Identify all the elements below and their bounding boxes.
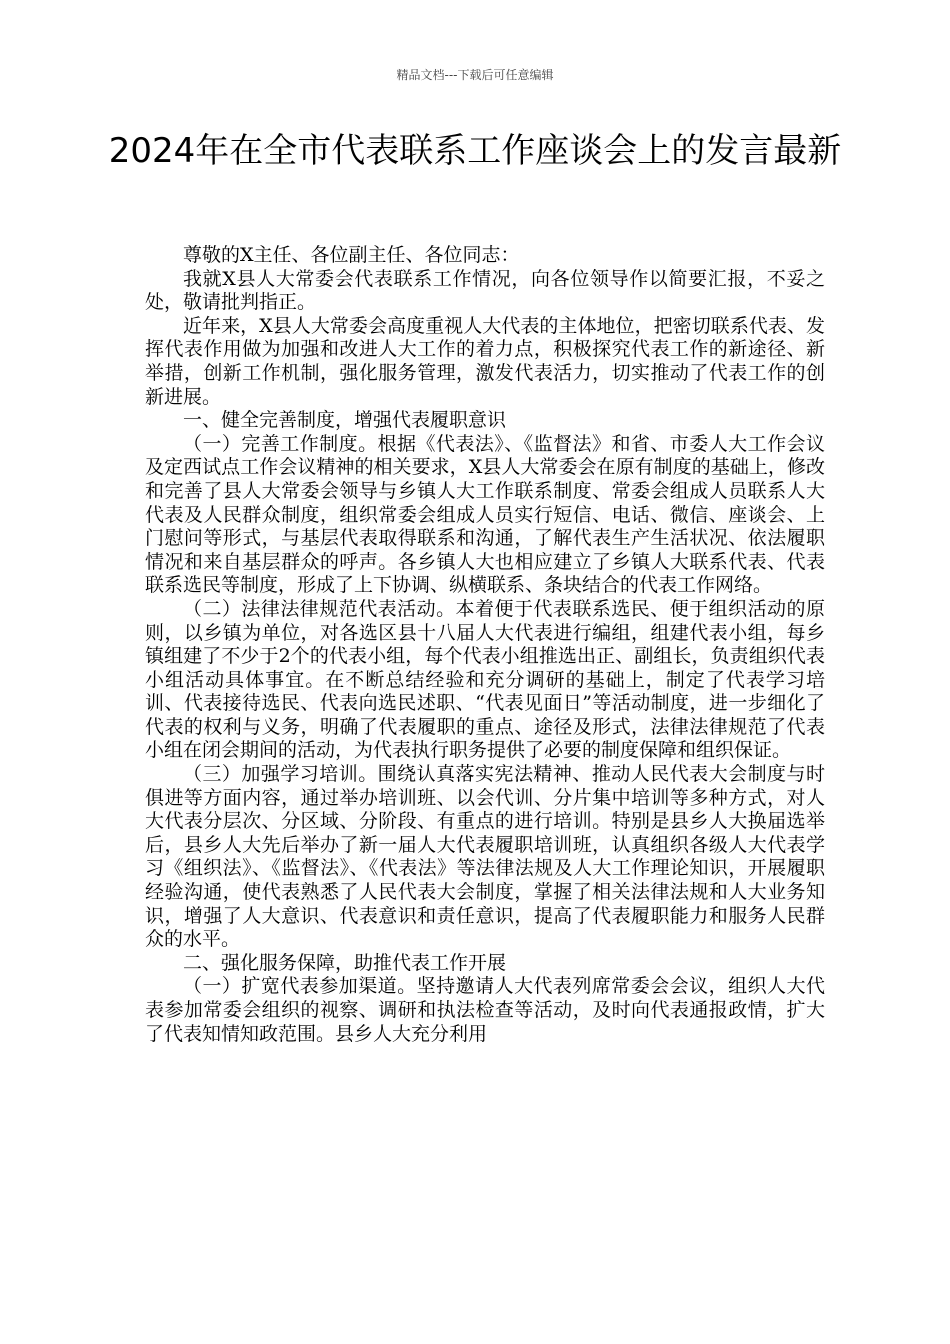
paragraph: 我就X县人大常委会代表联系工作情况，向各位领导作以简要汇报，不妥之处，敬请批判指正。 [145,267,825,314]
section-heading: 一、健全完善制度，增强代表履职意识 [183,409,507,432]
section-heading: 二、强化服务保障，助推代表工作开展 [183,951,507,974]
paragraph: （三）加强学习培训。围绕认真落实宪法精神、推动人民代表大会制度与时俱进等方面内容，通过举办培训班、以会代训、分片集中培训等多种方式，对人大代表分层次、分区域、分阶段、有重点的进行培训。特别是县乡人大换届选举后，县乡人大先后举办了新一届人大代表履职培训班，认真组织各级人大代表学习《组织法》、《监督法》、《代表法》等法律法规及人大工作理论知识，开展履职经验沟通，使代表熟悉了人民代表大会制度，掌握了相关法律法规和人大业务知识，增强了人大意识、代表意识和责任意识，提高了代表履职能力和服务人民群众的水平。 [145,763,825,951]
paragraph: 尊敬的X主任、各位副主任、各位同志： [183,244,520,266]
paragraph: （一）扩宽代表参加渠道。坚持邀请人大代表列席常委会会议，组织人大代表参加常委会组织的视察、调研和执法检查等活动，及时向代表通报政情，扩大了代表知情知政范围。县乡人大充分利用 [145,975,825,1045]
paragraph: 近年来，X县人大常委会高度重视人大代表的主体地位，把密切联系代表、发挥代表作用做为加强和改进人大工作的着力点，积极探究代表工作的新途径、新举措，创新工作机制，强化服务管理，激发代表活力，切实推动了代表工作的创新进展。 [145,314,825,408]
document-title: 2024年在全市代表联系工作座谈会上的发言最新 [108,131,842,171]
paragraph: （二）法律法律规范代表活动。本着便于代表联系选民、便于组织活动的原则，以乡镇为单位，对各选区县十八届人大代表进行编组，组建代表小组，每乡镇组建了不少于2个的代表小组，每个代表小组推选出正、副组长，负责组织代表小组活动具体事宜。在不断总结经验和充分调研的基础上，制定了代表学习培训、代表接待选民、代表向选民述职、“代表见面日”等活动制度，进一步细化了代表的权利与义务，明确了代表履职的重点、途径及形式，法律法律规范了代表小组在闭会期间的活动，为代表执行职务提供了必要的制度保障和组织保证。 [145,597,825,762]
page-header: 精品文档---下载后可任意编辑 [396,68,554,82]
document-body [145,244,825,1046]
paragraph: （一）完善工作制度。根据《代表法》、《监督法》和省、市委人大工作会议及定西试点工作会议精神的相关要求，X县人大常委会在原有制度的基础上，修改和完善了县人大常委会领导与乡镇人大工作联系制度、常委会组成人员联系人大代表及人民群众制度，组织常委会组成人员实行短信、电话、微信、座谈会、上门慰问等形式，与基层代表取得联系和沟通，了解代表生产生活状况、依法履职情况和来自基层群众的呼声。各乡镇人大也相应建立了乡镇人大联系代表、代表联系选民等制度，形成了上下协调、纵横联系、条块结合的代表工作网络。 [145,432,825,597]
